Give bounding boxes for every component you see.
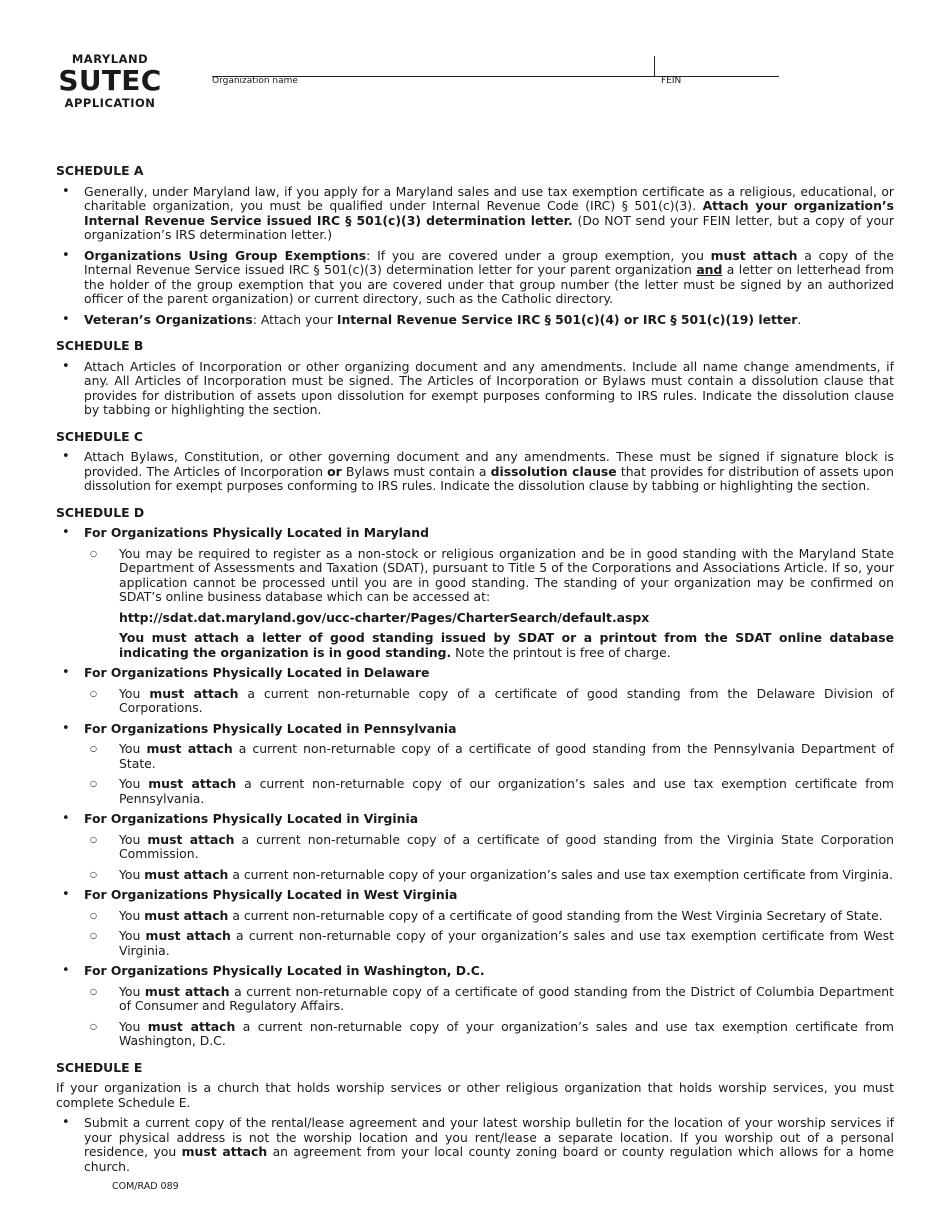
bold-text: must attach xyxy=(145,928,231,943)
schedule-b-list xyxy=(56,360,894,418)
sub-list xyxy=(84,742,894,806)
schedule-e-intro: If your organization is a church that holds worship services or other religious organization that holds worship services, you must complete Schedule E. xyxy=(56,1080,894,1110)
bold-text: must attach xyxy=(148,776,237,791)
text: You xyxy=(119,928,146,943)
text: You xyxy=(119,685,150,701)
bold-text: Veteran’s Organizations xyxy=(84,311,253,327)
list-item-virginia xyxy=(56,812,894,882)
good-standing-note xyxy=(119,631,894,660)
text: Submit a current copy of the rental/lease agreement and your latest worship bulletin for the location of your worship services if your physical address is not the worship location and you rent/lease a separate location. If you worship out of a personal residence, you xyxy=(84,1115,894,1159)
schedule-a-list xyxy=(56,185,894,328)
form-instructions xyxy=(56,164,894,1180)
text: a current non-returnable copy of your organization’s sales and use tax exemption certificate from West Virginia. xyxy=(119,928,894,958)
list-item-pennsylvania xyxy=(56,722,894,807)
sub-list xyxy=(84,687,894,716)
bold-text: must attach xyxy=(147,1018,236,1034)
organization-name-label: Organization name xyxy=(212,76,298,86)
fein-field[interactable] xyxy=(654,56,779,77)
bold-text: must attach xyxy=(144,983,230,999)
bold-text: must attach xyxy=(146,741,233,756)
text: a current non-returnable copy of a certificate of good standing from the West Virginia Secretary of State. xyxy=(228,907,883,923)
text: a current non-returnable copy of our organization’s sales and use tax exemption certificate from Pennsylvania. xyxy=(119,776,894,806)
text: (Do NOT send your FEIN letter, but a copy of your organization’s IRS determination letter.) xyxy=(84,212,894,242)
list-item-delaware xyxy=(56,666,894,716)
bold-text: Attach your organization’s Internal Revenue Service issued IRC § 501(c)(3) determination letter. xyxy=(84,198,894,228)
text: Generally, under Maryland law, if you apply for a Maryland sales and use tax exemption certificate as a religious, educational, or charitable organization, you must be qualified under Internal Revenue Code (IRC) § 501(c)(3). xyxy=(84,183,894,213)
schedule-d-list xyxy=(56,526,894,1049)
bold-text: must attach xyxy=(710,247,798,263)
sub-list-item xyxy=(84,985,894,1014)
bold-text: or xyxy=(327,463,342,479)
text: Note the printout is free of charge. xyxy=(451,644,671,660)
list-item: • Attach Articles of Incorporation or other organizing document and any amendments. Include all name change amendments, if any. All Articles of Incorporation must be signed. The Articles of Incorporation or Bylaws must contain a dissolution clause that provides for distribution of assets upon dissolution for exempt purposes conforming to IRS rules. Indicate the dissolution clause by tabbing or highlighting the section. xyxy=(56,360,894,418)
schedule-d-heading: SCHEDULE D xyxy=(56,504,145,520)
section-title: For Organizations Physically Located in Washington, D.C. xyxy=(84,963,485,978)
sub-list-item xyxy=(84,777,894,806)
underlined-text: and xyxy=(696,262,723,277)
section-title: For Organizations Physically Located in Delaware xyxy=(84,665,430,680)
list-item xyxy=(56,1116,894,1174)
brand-subtitle: APPLICATION xyxy=(64,96,156,110)
list-item xyxy=(56,313,894,328)
brand-state: MARYLAND xyxy=(71,52,149,66)
text: You xyxy=(119,831,148,847)
sub-list xyxy=(84,985,894,1049)
text: You xyxy=(119,776,149,791)
bold-text: You must attach a letter of good standing issued by SDAT or a printout from the SDAT online database indicating the organization is in good standing. xyxy=(119,630,894,660)
schedule-c-heading: SCHEDULE C xyxy=(56,428,143,444)
section-title: For Organizations Physically Located in Virginia xyxy=(84,811,419,826)
sub-list-item xyxy=(84,833,894,862)
text: a current non-returnable copy of a certificate of good standing from the Pennsylvania Department of State. xyxy=(119,741,894,771)
text: . xyxy=(797,311,802,327)
organization-name-field[interactable] xyxy=(212,56,654,77)
list-item xyxy=(56,185,894,243)
text: Attach Bylaws, Constitution, or other governing document and any amendments. These must be signed if signature block is provided. The Articles of Incorporation xyxy=(84,449,894,479)
sub-list-item xyxy=(84,687,894,716)
text: You xyxy=(119,983,145,999)
section-title: For Organizations Physically Located in Pennsylvania xyxy=(84,720,457,736)
bold-text: dissolution clause xyxy=(490,463,617,479)
text: a current non-returnable copy of a certificate of good standing from the Virginia State Corporation Commission. xyxy=(119,831,894,861)
bold-text: must attach xyxy=(149,685,239,701)
sdat-url xyxy=(119,611,894,626)
section-title: For Organizations Physically Located in West Virginia xyxy=(84,887,458,902)
fein-label: FEIN xyxy=(661,76,682,86)
sub-list-item xyxy=(84,547,894,661)
sub-list-item xyxy=(84,1020,894,1049)
sub-list xyxy=(84,547,894,661)
text: : Attach your xyxy=(252,311,337,327)
text: : If you are covered under a group exemption, you xyxy=(366,247,711,263)
list-item xyxy=(56,249,894,307)
list-item-washington-dc xyxy=(56,964,894,1049)
list-item-maryland xyxy=(56,526,894,660)
sub-list-item xyxy=(84,868,894,883)
sub-list xyxy=(84,909,894,959)
text: a copy of the Internal Revenue Service issued IRC § 501(c)(3) determination letter for your parent organization xyxy=(84,247,894,277)
bold-text: Organizations Using Group Exemptions xyxy=(84,247,367,263)
sub-list-item xyxy=(84,742,894,771)
text: a current non-returnable copy of a certificate of good standing from the Delaware Division of Corporations. xyxy=(119,685,894,715)
text: a current non-returnable copy of a certificate of good standing from the District of Columbia Department of Consumer and Regulatory Affairs. xyxy=(119,983,895,1013)
list-item xyxy=(56,450,894,494)
text: You may be required to register as a non-stock or religious organization and be in good standing with the Maryland State Department of Assessments and Taxation (SDAT), pursuant to Title 5 of the Corporations and Associations Article. If so, your application cannot be processed until you are in good standing. The standing of your organization may be confirmed on SDAT’s online business database which can be accessed at: xyxy=(119,545,894,604)
list-item-west-virginia xyxy=(56,888,894,958)
schedule-a-heading: SCHEDULE A xyxy=(56,163,144,178)
schedule-e-heading: SCHEDULE E xyxy=(56,1059,143,1075)
text: You xyxy=(119,741,147,756)
form-id: COM/RAD 089 xyxy=(112,1181,179,1192)
text: You xyxy=(119,907,145,923)
text: a current non-returnable copy of your organization’s sales and use tax exemption certificate from Washington, D.C. xyxy=(119,1018,894,1048)
section-title: For Organizations Physically Located in Maryland xyxy=(84,525,429,540)
bold-text: must attach xyxy=(181,1144,268,1159)
form-brand xyxy=(56,52,164,110)
text: You xyxy=(119,866,145,882)
sub-list xyxy=(84,833,894,883)
bold-text: must attach xyxy=(147,831,235,847)
schedule-c-list xyxy=(56,450,894,494)
brand-title: SUTEC xyxy=(58,64,162,97)
bold-text: must attach xyxy=(144,866,229,882)
text: that provides for distribution of assets upon dissolution for exempt purposes conforming to IRS rules. Indicate the dissolution clause by tabbing or highlighting the section. xyxy=(84,463,894,493)
schedule-e-list xyxy=(56,1116,894,1174)
schedule-b-heading: SCHEDULE B xyxy=(56,338,144,353)
text: an agreement from your local county zoning board or county regulation which allows for a home church. xyxy=(84,1144,895,1174)
text: You xyxy=(119,1018,148,1034)
bold-text: Internal Revenue Service IRC § 501(c)(4) or IRC § 501(c)(19) letter xyxy=(336,311,798,327)
text: Bylaws must contain a xyxy=(341,463,491,479)
sub-list-item xyxy=(84,929,894,958)
sub-list-item xyxy=(84,909,894,924)
text: a letter on letterhead from the holder of the group exemption that you are covered under that group number (the letter must be signed by an authorized officer of the parent organization) or current directory, such as the Catholic directory. xyxy=(84,262,895,306)
bold-text: must attach xyxy=(144,907,229,923)
url-text: http://sdat.dat.maryland.gov/ucc-charter/Pages/CharterSearch/default.aspx xyxy=(119,609,650,625)
text: a current non-returnable copy of your organization’s sales and use tax exemption certificate from Virginia. xyxy=(228,866,894,882)
